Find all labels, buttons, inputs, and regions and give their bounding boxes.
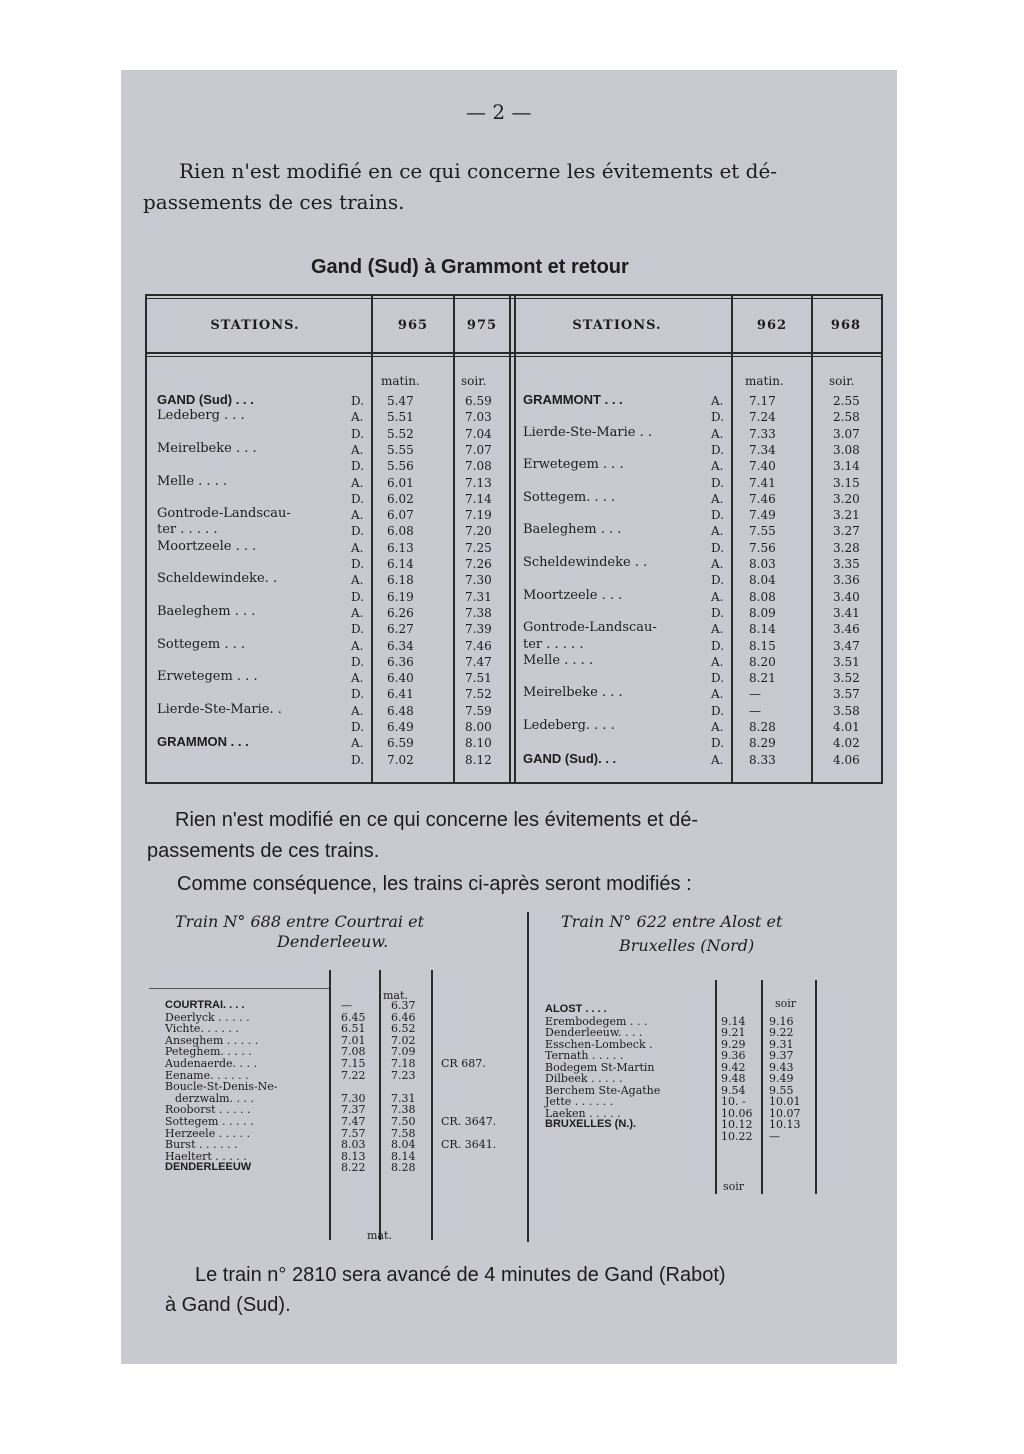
train622-station: Bodegem St-Martin <box>545 1060 655 1074</box>
train622-new-time: 9.37 <box>769 1049 794 1062</box>
train622-new-time: 10.07 <box>769 1106 801 1120</box>
train-965-time: 6.01 <box>387 475 414 490</box>
train688-station: Burst . . . . . . <box>165 1138 238 1152</box>
left-station-name: Erwetegem . . . <box>157 669 258 685</box>
train-962-time: 8.33 <box>749 752 776 767</box>
train688-station: Rooborst . . . . . <box>165 1103 251 1117</box>
col-rule-2 <box>453 296 455 782</box>
train688-old-time: — <box>341 999 352 1012</box>
train622-old-time: 10. - <box>721 1095 746 1108</box>
train-975-time: 7.39 <box>465 622 492 637</box>
bottom-divider <box>527 912 529 1242</box>
right-station-name: GAND (Sud). . . <box>523 750 617 766</box>
train-975-time: 7.19 <box>465 508 492 523</box>
train-968-time: 3.08 <box>833 442 860 457</box>
train-968-time: 2.55 <box>833 394 860 408</box>
left-arr-dep: A. <box>351 410 364 425</box>
train622-soir-bottom: soir <box>723 1180 745 1193</box>
train-968-time: 3.28 <box>833 540 860 555</box>
train-965-time: 7.02 <box>387 752 414 767</box>
left-station-name: GAND (Sud) . . . <box>157 392 254 407</box>
train-962-time: 7.46 <box>749 491 776 506</box>
main-timetable <box>145 294 881 786</box>
train-962-time: 8.29 <box>749 736 776 751</box>
left-station-name: Scheldewindeke. . <box>157 571 278 587</box>
train688-old-time: 7.30 <box>341 1091 366 1105</box>
left-station-name: Baeleghem . . . <box>157 603 256 619</box>
train622-station: Dilbeek . . . . . <box>545 1072 623 1085</box>
right-arr-dep: D. <box>711 442 725 457</box>
left-station-name: Ledeberg . . . <box>157 408 245 424</box>
table-top-rule <box>145 294 881 296</box>
train622-station: Denderleeuw. . . . <box>545 1026 643 1039</box>
left-arr-dep: D. <box>351 491 365 506</box>
train-962-time: 7.24 <box>749 410 776 425</box>
train-975-time: 7.51 <box>465 671 492 686</box>
train622-old-time: 9.36 <box>721 1049 746 1062</box>
left-arr-dep: A. <box>351 703 364 718</box>
train-962-time: 7.34 <box>749 442 776 457</box>
right-arr-dep: D. <box>711 605 725 620</box>
train-975-time: 8.10 <box>465 736 492 751</box>
left-station-name: Sottegem . . . <box>157 636 246 652</box>
subheader-soir-right: soir. <box>829 374 855 388</box>
train622-old-time: 10.06 <box>721 1106 753 1120</box>
left-station-name: Melle . . . . <box>157 473 228 489</box>
right-arr-dep: D. <box>711 475 725 490</box>
train-965-time: 6.36 <box>387 654 414 669</box>
train-968-time: 3.07 <box>833 426 860 441</box>
header-train-975: 975 <box>466 318 498 333</box>
right-arr-dep: A. <box>711 589 724 604</box>
train688-station: derzwalm. . . . <box>175 1091 255 1105</box>
closing-line-1: Le train n° 2810 sera avancé de 4 minutes de Gand (Rabot) <box>195 1264 726 1286</box>
right-station-name: GRAMMONT . . . <box>523 392 623 407</box>
train-962-time: 7.40 <box>749 459 776 474</box>
train-965-time: 6.40 <box>387 671 414 686</box>
train688-mat-bottom: mat. <box>367 1229 392 1242</box>
train-975-time: 7.25 <box>465 540 492 555</box>
train688-new-time: 7.18 <box>391 1057 416 1070</box>
right-arr-dep: A. <box>711 394 724 408</box>
train-975-time: 7.38 <box>465 605 492 620</box>
train-965-time: 6.48 <box>387 703 414 718</box>
train622-col-rule-1 <box>715 980 717 1194</box>
train-968-time: 3.40 <box>833 589 860 604</box>
train622-station: Esschen-Lombeck . <box>545 1037 653 1051</box>
right-station-name: Erwetegem . . . <box>523 457 624 473</box>
train-975-time: 7.30 <box>465 573 492 588</box>
left-arr-dep: D. <box>351 524 365 539</box>
table-title: Gand (Sud) à Grammont et retour <box>311 256 629 278</box>
train-962-time: 8.20 <box>749 654 776 669</box>
train-975-time: 7.47 <box>465 654 492 669</box>
right-station-name: Sottegem. . . . <box>523 489 616 505</box>
train622-station: ALOST . . . . <box>545 1003 607 1015</box>
train688-new-time: 8.28 <box>391 1161 416 1175</box>
train622-title-line2: Bruxelles (Nord) <box>619 936 755 955</box>
train-965-time: 6.14 <box>387 557 414 571</box>
right-arr-dep: D. <box>711 410 725 425</box>
train622-station: Laeken . . . . . <box>545 1106 621 1120</box>
train688-title-line1: Train N° 688 entre Courtrai et <box>175 912 425 931</box>
train-962-time: 8.14 <box>749 622 776 637</box>
train688-station: COURTRAI. . . . <box>165 999 245 1011</box>
train-968-time: 3.52 <box>833 671 860 686</box>
train688-station: Boucle-St-Denis-Ne- <box>165 1080 278 1094</box>
right-arr-dep: A. <box>711 654 724 669</box>
train688-old-time: 7.01 <box>341 1033 366 1047</box>
train-965-time: 6.26 <box>387 605 414 620</box>
train-968-time: 2.58 <box>833 410 860 425</box>
train-962-time: 8.21 <box>749 671 776 686</box>
right-arr-dep: D. <box>711 638 725 653</box>
train622-soir-top: soir <box>775 997 797 1010</box>
after-line-2: passements de ces trains. <box>147 840 380 862</box>
train-965-time: 6.34 <box>387 638 414 653</box>
train-968-time: 3.20 <box>833 491 860 506</box>
train-975-time: 7.04 <box>465 426 492 441</box>
right-station-name: Meirelbeke . . . <box>523 685 623 701</box>
left-station-name: Moortzeele . . . <box>157 538 257 554</box>
subheader-matin-right: matin. <box>745 374 784 388</box>
right-arr-dep: A. <box>711 524 724 539</box>
train688-old-time: 7.37 <box>341 1103 366 1117</box>
header-bottom-rule <box>145 352 881 354</box>
subheader-soir-left: soir. <box>461 374 487 388</box>
train-962-time: 8.04 <box>749 573 776 588</box>
train-968-time: 3.14 <box>833 459 860 474</box>
left-arr-dep: D. <box>351 426 365 441</box>
subheader-matin-left: matin. <box>381 374 420 388</box>
train-975-time: 7.59 <box>465 703 492 718</box>
train688-old-time: 6.45 <box>341 1010 366 1024</box>
train-975-time: 8.00 <box>465 720 492 734</box>
train688-station: Vichte. . . . . . <box>165 1022 239 1036</box>
train622-title-line1: Train N° 622 entre Alost et <box>561 912 783 931</box>
left-arr-dep: D. <box>351 687 365 702</box>
right-station-name: Ledeberg. . . . <box>523 718 615 733</box>
train688-station: Deerlyck . . . . . <box>165 1010 250 1024</box>
left-station-name: Gontrode-Landscau- <box>157 506 291 522</box>
train-965-time: 6.08 <box>387 524 414 539</box>
train622-old-time: 9.29 <box>721 1037 746 1051</box>
train-965-time: 6.02 <box>387 491 414 506</box>
train688-old-time: 8.13 <box>341 1149 366 1163</box>
left-arr-dep: A. <box>351 442 364 457</box>
left-arr-dep: A. <box>351 508 364 523</box>
train-975-time: 7.20 <box>465 524 492 539</box>
right-station-name: Baeleghem . . . <box>523 522 622 538</box>
document-page <box>121 70 897 1364</box>
train688-new-time: 7.50 <box>391 1115 416 1128</box>
train622-new-time: 9.55 <box>769 1083 794 1097</box>
train-962-time: 8.15 <box>749 638 776 653</box>
train622-new-time: 9.43 <box>769 1060 794 1074</box>
left-arr-dep: D. <box>351 720 365 734</box>
col-rule-1 <box>371 296 373 782</box>
train688-col-rule-3 <box>431 970 433 1240</box>
train688-old-time: 7.47 <box>341 1115 366 1128</box>
after-line-3: Comme conséquence, les trains ci-après seront modifiés : <box>177 873 692 895</box>
train-975-time: 7.46 <box>465 638 492 653</box>
train-965-time: 5.52 <box>387 426 414 441</box>
train688-station: Anseghem . . . . . <box>165 1033 259 1047</box>
train-962-time: 8.28 <box>749 720 776 734</box>
train688-new-time: 8.04 <box>391 1138 416 1152</box>
train688-old-time: 6.51 <box>341 1022 366 1036</box>
train622-new-time: 9.16 <box>769 1014 794 1028</box>
train688-station: Peteghem. . . . . <box>165 1045 252 1059</box>
right-arr-dep: A. <box>711 491 724 506</box>
train622-old-time: 9.54 <box>721 1083 746 1097</box>
train688-new-time: 7.58 <box>391 1126 416 1140</box>
right-station-name: Moortzeele . . . <box>523 587 623 603</box>
right-arr-dep: A. <box>711 752 724 767</box>
train688-old-time: 8.03 <box>341 1138 366 1152</box>
right-arr-dep: A. <box>711 687 724 702</box>
train-968-time: 3.15 <box>833 475 860 490</box>
train-968-time: 3.41 <box>833 605 860 620</box>
train-968-time: 4.02 <box>833 736 860 751</box>
train-975-time: 7.13 <box>465 475 492 490</box>
train622-new-time: 10.01 <box>769 1095 801 1108</box>
col-rule-3b <box>514 296 516 782</box>
left-arr-dep: A. <box>351 573 364 588</box>
train622-new-time: 10.13 <box>769 1118 801 1131</box>
train-968-time: 3.57 <box>833 687 860 702</box>
intro-line-2: passements de ces trains. <box>143 190 405 214</box>
left-arr-dep: D. <box>351 459 365 474</box>
train-965-time: 6.13 <box>387 540 414 555</box>
train688-old-time: 7.22 <box>341 1068 366 1082</box>
train-965-time: 6.19 <box>387 589 414 604</box>
train622-old-time: 9.21 <box>721 1026 746 1039</box>
train-962-time: 7.41 <box>749 475 776 490</box>
table-bottom-rule <box>145 782 881 784</box>
left-arr-dep: D. <box>351 622 365 637</box>
train-965-time: 5.47 <box>387 394 414 408</box>
right-station-name: Melle . . . . <box>523 652 594 668</box>
train-962-time: 8.03 <box>749 557 776 571</box>
train688-new-time: 6.37 <box>391 999 416 1012</box>
train-962-time: 7.33 <box>749 426 776 441</box>
right-arr-dep: A. <box>711 426 724 441</box>
train-965-time: 6.27 <box>387 622 414 637</box>
right-station-name: Lierde-Ste-Marie . . <box>523 424 652 440</box>
train688-col-rule-2 <box>379 970 381 1240</box>
train622-station: BRUXELLES (N.). <box>545 1118 637 1130</box>
right-station-name: Scheldewindeke . . <box>523 555 648 570</box>
train688-station: Herzeele . . . . . <box>165 1126 251 1140</box>
left-arr-dep: A. <box>351 540 364 555</box>
right-arr-dep: D. <box>711 671 725 686</box>
left-arr-dep: D. <box>351 557 365 571</box>
header-train-962: 962 <box>756 318 788 333</box>
after-line-1: Rien n'est modifié en ce qui concerne les évitements et dé- <box>175 809 698 831</box>
left-station-name: Lierde-Ste-Marie. . <box>157 701 282 717</box>
train688-note: CR. 3641. <box>441 1138 497 1152</box>
train622-new-time: 9.31 <box>769 1037 794 1051</box>
col-rule-3 <box>509 296 511 782</box>
train622-new-time: 9.22 <box>769 1026 794 1039</box>
train688-station: Haeltert . . . . . <box>165 1149 247 1163</box>
train-975-time: 7.26 <box>465 557 492 571</box>
train-975-time: 7.14 <box>465 491 492 506</box>
page-number: — 2 — <box>466 100 532 124</box>
header-stations-right: STATIONS. <box>572 318 662 333</box>
right-station-name: Gontrode-Landscau- <box>523 620 657 636</box>
train622-station: Erembodegem . . . <box>545 1014 648 1028</box>
train622-station: Berchem Ste-Agathe <box>545 1083 661 1097</box>
train688-note: CR 687. <box>441 1057 486 1070</box>
train688-station: DENDERLEEUW <box>165 1161 252 1174</box>
train622-old-time: 9.48 <box>721 1072 746 1085</box>
train622-station: Jette . . . . . . <box>545 1095 614 1108</box>
train-962-time: 7.56 <box>749 540 776 555</box>
train688-note: CR. 3647. <box>441 1115 497 1128</box>
train-975-time: 7.03 <box>465 410 492 425</box>
table-top-rule-thin <box>145 298 881 299</box>
col-rule-5 <box>811 296 813 782</box>
train688-mat-top: mat. <box>383 989 408 1002</box>
right-arr-dep: A. <box>711 459 724 474</box>
train-968-time: 3.36 <box>833 573 860 588</box>
train-962-time: 7.55 <box>749 524 776 539</box>
header-bottom-rule-thin <box>145 356 881 357</box>
train688-old-time: 7.15 <box>341 1057 366 1070</box>
train-965-time: 6.18 <box>387 573 414 588</box>
train622-col-rule-2 <box>761 980 763 1194</box>
train-968-time: 4.06 <box>833 752 860 767</box>
train-962-time: — <box>749 687 761 702</box>
header-train-965: 965 <box>397 318 429 333</box>
right-arr-dep: D. <box>711 736 725 751</box>
train-975-time: 7.31 <box>465 589 492 604</box>
train622-old-time: 10.12 <box>721 1118 753 1131</box>
train-968-time: 3.47 <box>833 638 860 653</box>
train-975-time: 8.12 <box>465 752 492 767</box>
right-station-name: ter . . . . . <box>523 636 584 652</box>
left-arr-dep: A. <box>351 605 364 620</box>
train622-old-time: 9.42 <box>721 1060 746 1074</box>
train688-col-rule-1 <box>329 970 331 1240</box>
train-962-time: — <box>749 703 761 718</box>
train622-new-time: 9.49 <box>769 1072 794 1085</box>
train688-new-time: 6.52 <box>391 1022 416 1036</box>
train688-new-time: 7.38 <box>391 1103 416 1117</box>
left-arr-dep: D. <box>351 589 365 604</box>
train-965-time: 6.41 <box>387 687 414 702</box>
train688-new-time: 6.46 <box>391 1010 416 1024</box>
left-station-name: Meirelbeke . . . <box>157 440 257 456</box>
header-train-968: 968 <box>830 318 862 333</box>
left-arr-dep: A. <box>351 671 364 686</box>
train-962-time: 7.49 <box>749 508 776 523</box>
train688-old-time: 8.22 <box>341 1161 366 1175</box>
right-arr-dep: D. <box>711 508 725 523</box>
train-962-time: 8.08 <box>749 589 776 604</box>
train-965-time: 6.07 <box>387 508 414 523</box>
train-975-time: 7.08 <box>465 459 492 474</box>
left-arr-dep: D. <box>351 654 365 669</box>
right-arr-dep: D. <box>711 573 725 588</box>
left-arr-dep: A. <box>351 736 364 751</box>
train688-station: Sottegem . . . . . <box>165 1115 254 1128</box>
train-975-time: 6.59 <box>465 394 492 408</box>
train688-new-time: 7.09 <box>391 1045 416 1059</box>
train622-station: Ternath . . . . . <box>545 1049 624 1062</box>
train688-title-line2: Denderleeuw. <box>277 932 389 951</box>
train-965-time: 5.55 <box>387 442 414 457</box>
train-968-time: 3.58 <box>833 703 860 718</box>
train688-top-rule <box>149 988 329 989</box>
intro-line-1: Rien n'est modifié en ce qui concerne les évitements et dé- <box>179 159 778 183</box>
train688-new-time: 8.14 <box>391 1149 416 1163</box>
left-arr-dep: D. <box>351 394 365 408</box>
right-arr-dep: A. <box>711 557 724 571</box>
train688-old-time: 7.57 <box>341 1126 366 1140</box>
left-arr-dep: A. <box>351 638 364 653</box>
train688-new-time: 7.31 <box>391 1091 416 1105</box>
right-arr-dep: A. <box>711 720 724 734</box>
left-arr-dep: A. <box>351 475 364 490</box>
train-968-time: 3.51 <box>833 654 860 669</box>
left-station-name: GRAMMON . . . <box>157 734 249 750</box>
train688-station: Eename. . . . . . <box>165 1068 249 1082</box>
right-arr-dep: A. <box>711 622 724 637</box>
train-975-time: 7.07 <box>465 442 492 457</box>
train-975-time: 7.52 <box>465 687 492 702</box>
train-968-time: 3.27 <box>833 524 860 539</box>
left-station-name: ter . . . . . <box>157 522 218 538</box>
col-rule-4 <box>731 296 733 782</box>
train-962-time: 8.09 <box>749 605 776 620</box>
train622-old-time: 9.14 <box>721 1014 746 1028</box>
train-968-time: 3.35 <box>833 557 860 571</box>
train622-col-rule-3 <box>815 980 817 1194</box>
header-stations-left: STATIONS. <box>210 318 300 333</box>
train-965-time: 5.51 <box>387 410 414 425</box>
train-965-time: 6.49 <box>387 720 414 734</box>
train-968-time: 3.21 <box>833 508 860 523</box>
left-arr-dep: D. <box>351 752 365 767</box>
train-968-time: 3.46 <box>833 622 860 637</box>
train688-old-time: 7.08 <box>341 1045 366 1059</box>
train-968-time: 4.01 <box>833 720 860 734</box>
train622-new-time: — <box>769 1129 780 1143</box>
train688-station: Audenaerde. . . . <box>165 1057 258 1070</box>
train622-old-time: 10.22 <box>721 1129 753 1143</box>
closing-line-2: à Gand (Sud). <box>165 1294 291 1316</box>
train-965-time: 6.59 <box>387 736 414 751</box>
right-arr-dep: D. <box>711 703 725 718</box>
train688-new-time: 7.23 <box>391 1068 416 1082</box>
train688-new-time: 7.02 <box>391 1033 416 1047</box>
train-965-time: 5.56 <box>387 459 414 474</box>
right-arr-dep: D. <box>711 540 725 555</box>
train-962-time: 7.17 <box>749 394 776 408</box>
